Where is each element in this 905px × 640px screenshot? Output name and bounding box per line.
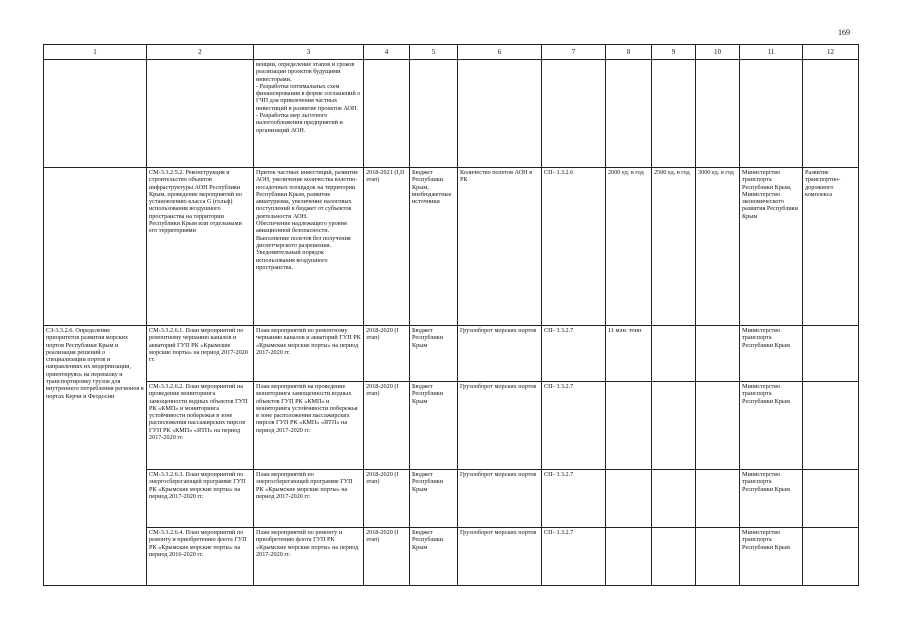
plan-table: [43, 44, 859, 586]
cell-period: 2018-2020 (I этап): [364, 528, 410, 586]
cell-executor: Министерство транспорта Республики Крым: [740, 382, 803, 470]
cell-result: План мероприятий по энергосберегающей программе ГУП РК «Крымские морские порты» на период 2017-2020 гг.: [254, 470, 364, 528]
header-cell: 3: [254, 45, 364, 60]
cell-funding: Бюджет Республики Крым: [410, 382, 458, 470]
cell-executor: Министерство транспорта Республики Крым: [740, 528, 803, 586]
header-row: [44, 45, 859, 60]
header-cell: 5: [410, 45, 458, 60]
cell-period: 2018-2020 (I этап): [364, 470, 410, 528]
cell-target-1: [606, 470, 652, 528]
cell-executor: Министерство транспорта Республики Крым: [740, 470, 803, 528]
cell-target-1: [606, 528, 652, 586]
header-cell: 11: [740, 45, 803, 60]
cell-target-1: [606, 60, 652, 168]
cell-target-2: [652, 382, 696, 470]
cell-target-3: [696, 528, 740, 586]
cell-result: План мероприятий на проведение мониторинга замощенности водных объектов ГУП РК «КМП» и мониторинга устойчивости побережья в зоне расположения пассажирских пирсов ГУП РК «КМП» «ЯТП» на период 2017-2020 гг.: [254, 382, 364, 470]
cell-indicator: Грузооборот морских портов: [458, 528, 542, 586]
cell-program: [803, 528, 859, 586]
table-row: [44, 168, 859, 326]
cell-indicator: [458, 60, 542, 168]
cell-target-3: [696, 470, 740, 528]
cell-funding: Бюджет Республики Крым: [410, 326, 458, 382]
cell-target-3: 3000 ед. в год: [696, 168, 740, 326]
table-row: [44, 60, 859, 168]
cell-objective: СЗ-3.3.2.6. Определение приоритетов развития морских портов Республики Крым и реализация решений о специализации портов и направлениях их модернизации, ориентируясь на перевалку и транспортировку грузов для внутреннего потребления регионов в портах Керчи и Феодосии: [44, 326, 147, 586]
cell-result: План мероприятий по ремонтному черпанию каналов и акваторий ГУП РК «Крымские морские порты» на период 2017-2020 гг.: [254, 326, 364, 382]
cell-program: Развитие транспортно-дорожного комплекса: [803, 168, 859, 326]
cell-measure: СМ-3.3.2.6.2. План мероприятий на проведение мониторинга замощенности водных объектов ГУП РК «КМП» и мониторинга устойчивости побережья в зоне расположения пассажирских пирсов ГУП РК «КМП» «ЯТП» на период 2017-2020 гг.: [147, 382, 254, 470]
cell-period: 2018-2020 (I этап): [364, 382, 410, 470]
table-row: [44, 528, 859, 586]
cell-measure: СМ-3.3.2.5.2. Реконструкция и строительство объектов инфраструктуры АОН Республики Крым, проведение мероприятий по установлению класса G (гольф) использования воздушного пространства на территории Республики Крым или отдельными его территориями: [147, 168, 254, 326]
cell-measure: СМ-3.3.2.6.3. План мероприятий по энергосберегающей программе ГУП РК «Крымские морские порты» на период 2017-2020 гг.: [147, 470, 254, 528]
cell-measure: СМ-3.3.2.6.4. План мероприятий по ремонту и приобретению флота ГУП РК «Крымские морские порты» на период 2016-2020 гг.: [147, 528, 254, 586]
cell-code: СП- 3.3.2.6: [542, 168, 606, 326]
cell-target-2: [652, 470, 696, 528]
cell-target-3: [696, 60, 740, 168]
cell-program: [803, 382, 859, 470]
header-cell: 7: [542, 45, 606, 60]
cell-program: [803, 60, 859, 168]
cell-target-3: [696, 382, 740, 470]
cell-code: СП- 3.3.2.7: [542, 382, 606, 470]
cell-result: венции, определение этапов и сроков реализации проектов будущими инвесторами. - Разработка оптимальных схем финансирования в форме соглашений о ГЧП для привлечения частных инвестиций в развитие проектов АОН. - Разработка мер льготного налогообложения предприятий и организаций АОН.: [254, 60, 364, 168]
table-row: [44, 382, 859, 470]
cell-period: [364, 60, 410, 168]
header-cell: 4: [364, 45, 410, 60]
cell-executor: Министерство транспорта Республики Крым, Министерство экономического развития Республики Крым: [740, 168, 803, 326]
cell-target-1: 2000 ед. в год: [606, 168, 652, 326]
cell-code: СП- 3.3.2.7: [542, 470, 606, 528]
header-cell: 2: [147, 45, 254, 60]
cell-target-3: [696, 326, 740, 382]
header-cell: 6: [458, 45, 542, 60]
cell-funding: Бюджет Республики Крым: [410, 528, 458, 586]
cell-result: План мероприятий по ремонту и приобретению флота ГУП РК «Крымские морские порты» на период 2017-2020 гг.: [254, 528, 364, 586]
cell-program: [803, 470, 859, 528]
cell-funding: Бюджет Республики Крым: [410, 470, 458, 528]
page-number: 169: [838, 28, 850, 37]
table-row: [44, 470, 859, 528]
cell-indicator: Количество полетов АОН в РК: [458, 168, 542, 326]
cell-target-1: [606, 382, 652, 470]
cell-target-2: [652, 326, 696, 382]
cell-executor: Министерство транспорта Республики Крым: [740, 326, 803, 382]
cell-code: СП- 3.3.2.7: [542, 326, 606, 382]
cell-period: 2018-2020 (I этап): [364, 326, 410, 382]
cell-code: [542, 60, 606, 168]
header-cell: 12: [803, 45, 859, 60]
cell-target-1: 11 млн. тонн: [606, 326, 652, 382]
cell-indicator: Грузооборот морских портов: [458, 326, 542, 382]
cell-program: [803, 326, 859, 382]
cell-executor: [740, 60, 803, 168]
cell-target-2: [652, 528, 696, 586]
cell-code: СП- 3.3.2.7: [542, 528, 606, 586]
cell-funding: Бюджет Республики Крым, внебюджетные источники: [410, 168, 458, 326]
cell-funding: [410, 60, 458, 168]
cell-indicator: Грузооборот морских портов: [458, 382, 542, 470]
cell-period: 2018-2021 (I,II этап): [364, 168, 410, 326]
cell-measure: [147, 60, 254, 168]
cell-objective: [44, 168, 147, 326]
header-cell: 10: [696, 45, 740, 60]
header-cell: 8: [606, 45, 652, 60]
cell-indicator: Грузооборот морских портов: [458, 470, 542, 528]
cell-result: Приток частных инвестиций, развитие АОН, увеличение количества взлетно-посадочных площадок на территории Республики Крым, развитие авиатуризма, увеличение налоговых поступлений в бюджет от субъектов деятельности АОН. Обеспечение надлежащего уровня авиационной безопасности. Выполнение полетов без получения диспетчерского разрешения. Уведомительный порядок использования воздушного пространства.: [254, 168, 364, 326]
cell-target-2: 2500 ед. в год: [652, 168, 696, 326]
header-cell: 1: [44, 45, 147, 60]
header-cell: 9: [652, 45, 696, 60]
cell-measure: СМ-3.3.2.6.1. План мероприятий по ремонтному черпанию каналов и акваторий ГУП РК «Крымские морские порты» на период 2017-2020 гг.: [147, 326, 254, 382]
table-row: [44, 326, 859, 382]
cell-target-2: [652, 60, 696, 168]
cell-objective: [44, 60, 147, 168]
